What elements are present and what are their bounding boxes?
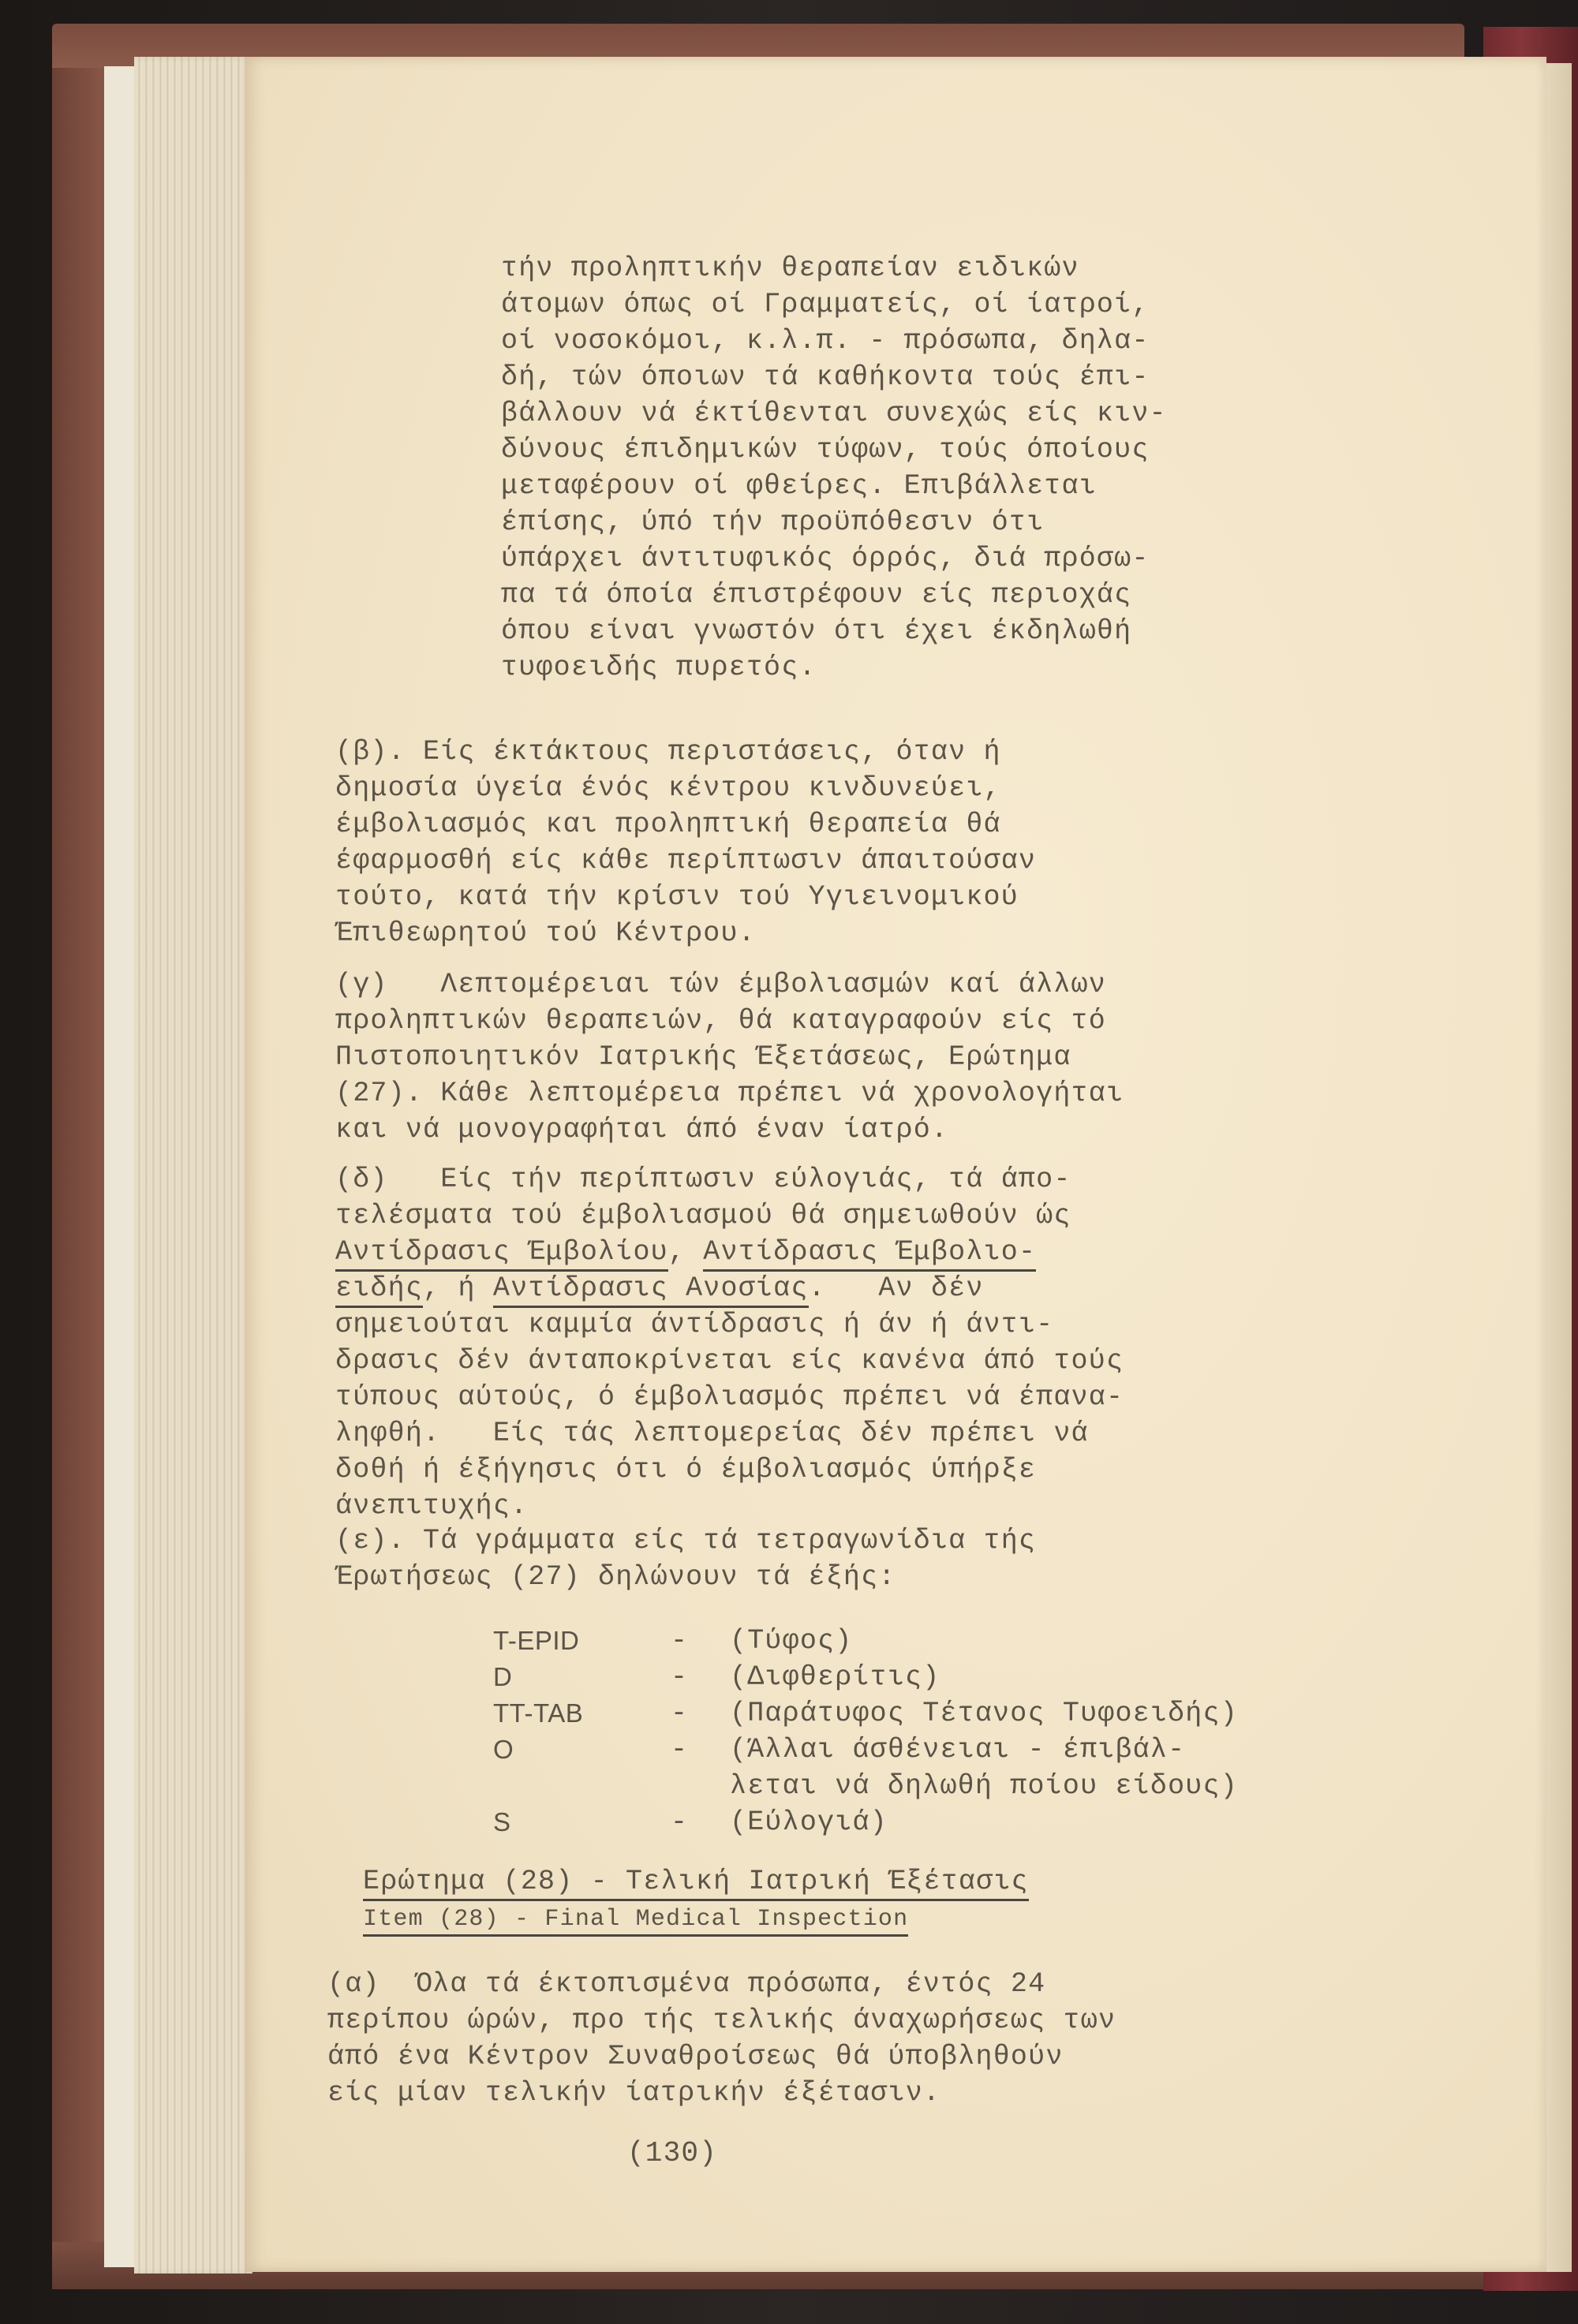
paragraph-epsilon: (ε). Τά γράμματα είς τά τετραγωνίδια τής Έρωτήσεως (27) δηλώνουν τά έξής: bbox=[335, 1525, 1037, 1593]
paragraph-item-28-alpha: (α) Όλα τά έκτοπισμένα πρόσωπα, έντός 24 περίπου ώρών, προ τής τελικής άναχωρήσεως των άπό ένα Κέντρον Συναθροίσεως θά ύποβληθούν είς μίαν τελικήν ίατρικήν έξέτασιν. bbox=[327, 1968, 1116, 2109]
item-code: O bbox=[493, 1735, 514, 1764]
item-code: S bbox=[493, 1807, 511, 1836]
item-code: D bbox=[493, 1662, 513, 1691]
item-description: (Τύφος) bbox=[730, 1625, 853, 1657]
paragraph-gamma: (γ) Λεπτομέρειαι τών έμβολιασμών καί άλλων προληπτικών θεραπειών, θά καταγραφούν είς τό Πιστοποιητικόν Ιατρικής Έξετάσεως, Ερώτημα (27). Κάθε λεπτομέρεια πρέπει νά χρονολογήται και νά μονογραφήται άπό έναν ίατρό. bbox=[335, 969, 1124, 1145]
section-heading-english: Item (28) - Final Medical Inspection bbox=[363, 1901, 908, 1937]
paragraph-beta: (β). Είς έκτάκτους περιστάσεις, όταν ή δημοσία ύγεία ένός κέντρου κινδυνεύει, έμβολιασμός και προληπτική θεραπεία θά έφαρμοσθή είς κάθε περίπτωσιν άπαιτούσαν τούτο, κατά τήν κρίσιν τού Υγιεινομικού Έπιθεωρητού τού Κέντρου. bbox=[335, 736, 1037, 949]
page-number: (130) bbox=[627, 2137, 718, 2169]
paragraph-alpha-continued: τήν προληπτικήν θεραπείαν ειδικών άτομων όπως οί Γραμματείς, οί ίατροί, oί νοσοκόμοι, κ.λ.π. - πρόσωπα, δηλα- δή, τών όποιων τά καθήκοντα τούς έπι- βάλλουν νά έκτίθενται συνεχώς είς κιν- δύνους έπιδημικών τύφων, τούς όποίους μεταφέρουν οί φθείρες. Επιβάλλεται έπίσης, ύπό τήν προϋπόθεσιν ότι ύπάρχει άντιτυφικός όρρός, διά πρόσω- πα τά όποία έπιστρέφουν είς περιοχάς όπου είναι γνωστόν ότι έχει έκδηλωθή τυφοειδής πυρετός. bbox=[501, 252, 1167, 683]
item-description: (Εύλογιά) bbox=[730, 1807, 888, 1838]
paragraph-delta-line-4: ειδής, ή Αντίδρασις Ανοσίας. Αν δέν bbox=[335, 1270, 984, 1306]
document-page: τήν προληπτικήν θεραπείαν ειδικών άτομων όπως οί Γραμματείς, οί ίατροί, oί νοσοκόμοι, κ.λ.π. - πρόσωπα, δηλα- δή, τών όποιων τά καθήκοντα τούς έπι- βάλλουν νά έκτίθενται συνεχώς είς κιν- δύνους έπιδημικών τύφων, τούς όποίους μεταφέρουν οί φθείρες. Επιβάλλεται έπίσης, ύπό τήν προϋπόθεσιν ότι ύπάρχει άντιτυφικός όρρός, διά πρόσω- πα τά όποία έπιστρέφουν είς περιοχάς όπου είναι γνωστόν ότι έχει έκδηλωθή τυφοειδής πυρετός. (β). Είς έκτάκτους περιστάσεις, όταν ή δημοσία ύγεία ένός κέντρου κινδυνεύει, έμβολιασμός και προληπτική θεραπεία θά έφαρμοσθή είς κάθε περίπτωσιν άπαιτούσαν τούτο, κατά τήν κρίσιν τού Υγιεινομικού Έπιθεωρητού τού Κέντρου. (γ) Λεπτομέρειαι τών έμβολιασμών καί άλλων προληπτικών θεραπειών, θά καταγραφούν είς τό Πιστοποιητικόν Ιατρικής Έξετάσεως, Ερώτημα (27). Κάθε λεπτομέρεια πρέπει νά χρονολογήται και νά μονογραφήται άπό έναν ίατρό. (δ) Είς τήν περίπτωσιν εύλογιάς, τά άπο- τελέσματα τού έμβολιασμού θά σημειωθούν ώς Αντίδρασις Έμβολίου, Αντίδρασις Έμβολιο- ειδής, ή Αντίδρασις Ανοσίας. Αν δέν σημειούται καμμία άντίδρασις ή άν ή άντι- δρασις δέν άνταποκρίνεται είς κανένα άπό τούς τύπους αύτούς, ό έμβολιασμός πρέπει νά έπανα- ληφθή. Είς τάς λεπτομερείας δέν πρέπει νά δοθή ή έξήγησις ότι ό έμβολιασμός ύπήρξε άνεπιτυχής. (ε). Τά γράμματα είς τά τετραγωνίδια τής Έρωτήσεως (27) δηλώνουν τά έξής: T-EPID - (Τύφος) D - (Διφθερίτις) TT-TAB - (Παράτυφος Τέτανος Τυφοειδής) O - (Άλλαι άσθένειαι - έπιβάλ- λεται νά δηλωθή ποίου είδους) S - (Εύλογιά) Ερώτημα (28) - Τελική Ιατρική Έξέτασις Item (28) - Final Medical Inspection (α) Όλα τά έκτοπισμένα πρόσωπα, έντός 24 περίπου ώρών, προ τής τελικής άναχωρήσεως των άπό ένα Κέντρον Συναθροίσεως θά ύποβληθούν είς μίαν τελικήν ίατρικήν έξέτασιν. (130) bbox=[245, 57, 1546, 2272]
paragraph-delta-rest: σημειούται καμμία άντίδρασις ή άν ή άντι- δρασις δέν άνταποκρίνεται είς κανένα άπό τούς τύπους αύτούς, ό έμβολιασμός πρέπει νά έπανα- ληφθή. Είς τάς λεπτομερείας δέν πρέπει νά δοθή ή έξήγησις ότι ό έμβολιασμός ύπήρξε άνεπιτυχής. bbox=[335, 1309, 1124, 1522]
page-edges-stack bbox=[134, 57, 252, 2274]
paragraph-delta-line-2: τελέσματα τού έμβολιασμού θά σημειωθούν ώς bbox=[335, 1200, 1071, 1231]
term-vaccinoid-reaction: Αντίδρασις Έμβολιο- bbox=[703, 1236, 1036, 1272]
section-heading-greek: Ερώτημα (28) - Τελική Ιατρική Έξέτασις bbox=[363, 1863, 1029, 1900]
paragraph-delta-line-3: Αντίδρασις Έμβολίου, Αντίδρασις Έμβολιο- bbox=[335, 1234, 1036, 1270]
term-vaccine-reaction: Αντίδρασις Έμβολίου bbox=[335, 1236, 668, 1272]
term-immunity-reaction: Αντίδρασις Ανοσίας bbox=[493, 1272, 809, 1308]
item-description: (Άλλαι άσθένειαι - έπιβάλ- λεται νά δηλωθή ποίου είδους) bbox=[730, 1734, 1238, 1802]
paragraph-delta-line-1: (δ) Είς τήν περίπτωσιν εύλογιάς, τά άπο- bbox=[335, 1164, 1071, 1195]
item-description: (Παράτυφος Τέτανος Τυφοειδής) bbox=[730, 1698, 1238, 1729]
item-code: T-EPID bbox=[493, 1626, 580, 1655]
term-vaccinoid-reaction-end: ειδής bbox=[335, 1272, 423, 1308]
item-description: (Διφθερίτις) bbox=[730, 1661, 940, 1693]
item-code: TT-TAB bbox=[493, 1698, 584, 1728]
